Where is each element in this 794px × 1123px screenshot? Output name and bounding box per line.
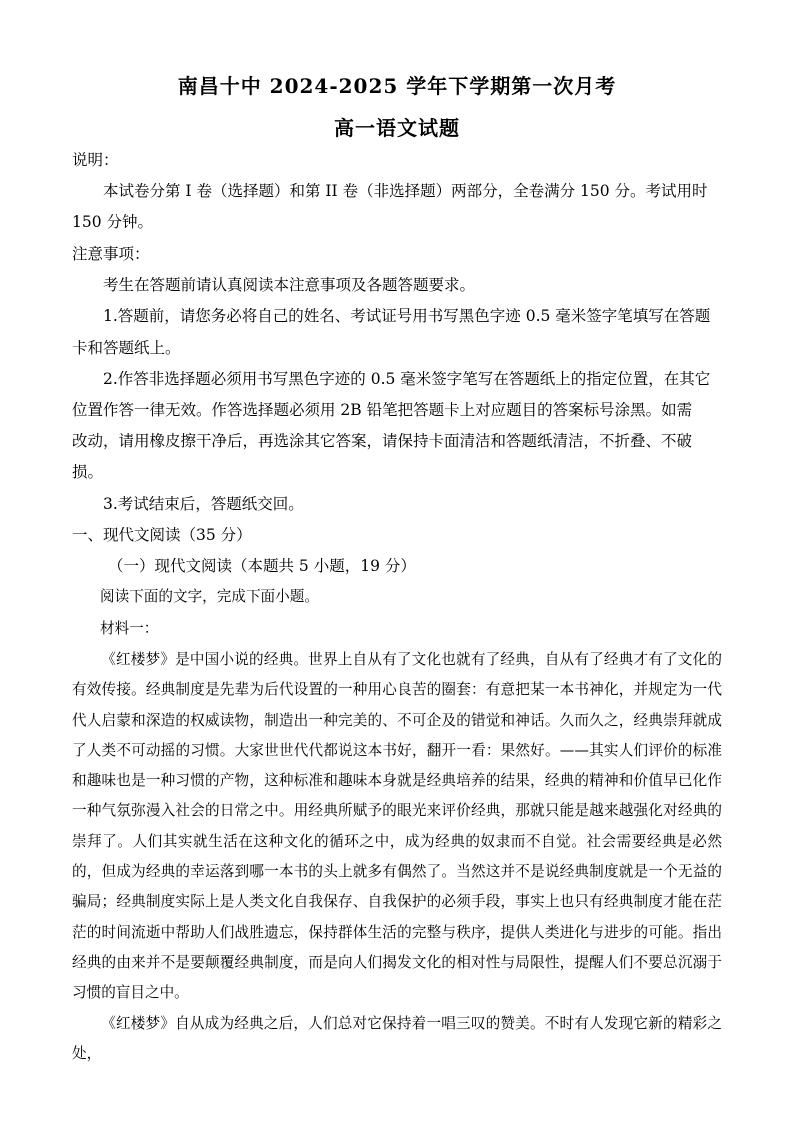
- notes-item2-line2: 位置作答一律无效。作答选择题必须用 2B 铅笔把答题卡上对应题目的答案标号涂黑。如需: [72, 401, 693, 419]
- section-subheading: （一）现代文阅读（本题共 5 小题，19 分）: [108, 557, 416, 575]
- section-heading: 一、现代文阅读（35 分）: [72, 526, 252, 544]
- passage-paragraph-1: 《红楼梦》是中国小说的经典。世界上自从有了文化也就有了经典，自从有了经典才有了文化的有效传接。经典制度是先辈为后代设置的一种用心良苦的圈套：有意把某一本书神化，并规定为一代代人启蒙和深造的权威读物，制造出一种完美的、不可企及的错觉和神话。久而久之，经典崇拜就成了人类不可动摇的习惯。大家世世代代都说这本书好，翻开一看：果然好。——其实人们评价的标准和趣味也是一种习惯的产物，这种标准和趣味本身就是经典培养的结果，经典的精神和价值早已化作一种气氛弥漫入社会的日常之中。用经典所赋予的眼光来评价经典，那就只能是越来越强化对经典的崇拜了。人们其实就生活在这种文化的循环之中，成为经典的奴隶而不自觉。社会需要经典是必然的，但成为经典的幸运落到哪一本书的头上就多有偶然了。当然这并不是说经典制度就是一个无益的骗局；经典制度实际上是人类文化自我保存、自我保护的必须手段，事实上也只有经典制度才能在茫茫的时间流逝中帮助人们战胜遗忘，保持群体生活的完整与秩序，提供人类进化与进步的可能。指出经典的由来并不是要颠覆经典制度，而是向人们揭发文化的相对性与局限性，提醒人们不要总沉溺于习惯的盲目之中。: [72, 651, 722, 1002]
- exam-title: 南昌十中 2024-2025 学年下学期第一次月考: [177, 74, 617, 98]
- notes-item2-line3: 改动，请用橡皮擦干净后，再选涂其它答案，请保持卡面清洁和答题纸清洁，不折叠、不破: [72, 432, 693, 450]
- notes-intro: 考生在答题前请认真阅读本注意事项及各题答题要求。: [103, 276, 476, 294]
- passage-body: [72, 645, 722, 1069]
- passage-paragraph-2: 《红楼梦》自从成为经典之后，人们总对它保持着一唱三叹的赞美。不时有人发现它新的精彩之处，: [72, 1014, 722, 1062]
- notes-label: 注意事项：: [72, 245, 150, 263]
- notes-item2-line4: 损。: [72, 463, 104, 481]
- notes-item3: 3.考试结束后，答题纸交回。: [103, 495, 304, 513]
- exam-subtitle: 高一语文试题: [334, 116, 460, 140]
- material-label: 材料一：: [100, 620, 159, 637]
- notes-item1-line1: 1.答题前，请您务必将自己的姓名、考试证号用书写黑色字迹 0.5 毫米签字笔填写在答题: [103, 307, 711, 325]
- reading-directions: 阅读下面的文字，完成下面小题。: [100, 588, 319, 605]
- instructions-label: 说明：: [72, 151, 119, 169]
- notes-item1-line2: 卡和答题纸上。: [72, 339, 181, 357]
- instructions-text-line2: 150 分钟。: [72, 213, 154, 231]
- notes-item2-line1: 2.作答非选择题必须用书写黑色字迹的 0.5 毫米签字笔写在答题纸上的指定位置，在其它: [103, 370, 711, 388]
- instructions-text-line1: 本试卷分第 I 卷（选择题）和第 II 卷（非选择题）两部分，全卷满分 150 分。考试用时: [103, 182, 708, 200]
